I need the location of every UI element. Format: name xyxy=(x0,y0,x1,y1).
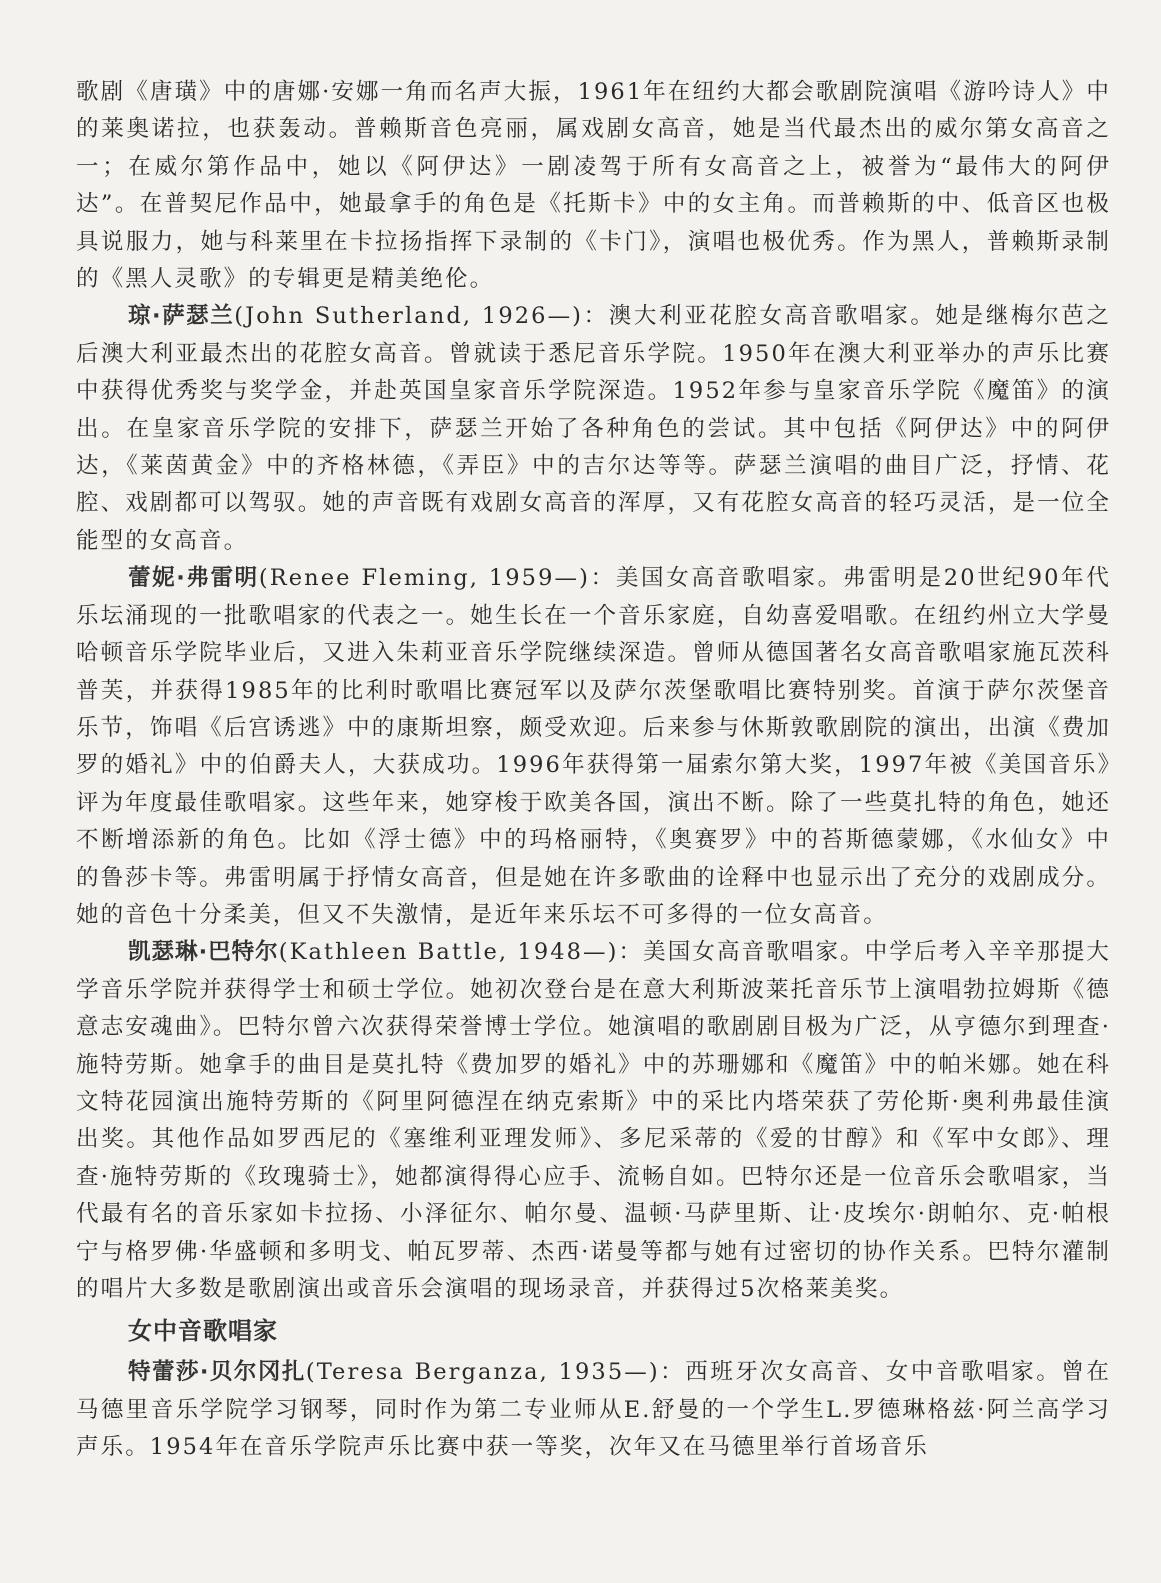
paragraph-text: (John Sutherland, 1926—)：澳大利亚花腔女高音歌唱家。她是继梅尔芭之后澳大利亚最杰出的花腔女高音。曾就读于悉尼音乐学院。1950年在澳大利亚举办的声乐比赛中获得优秀奖与奖学金，并赴英国皇家音乐学院深造。1952年参与皇家音乐学院《魔笛》的演出。在皇家音乐学院的安排下，萨瑟兰开始了各种角色的尝试。其中包括《阿伊达》中的阿伊达，《莱茵黄金》中的齐格林德，《弄臣》中的吉尔达等等。萨瑟兰演唱的曲目广泛，抒情、花腔、戏剧都可以驾驭。她的声音既有戏剧女高音的浑厚，又有花腔女高音的轻巧灵活，是一位全能型的女高音。 xyxy=(76,303,1111,554)
paragraph-sutherland xyxy=(76,298,1111,560)
paragraph-text: 歌剧《唐璜》中的唐娜·安娜一角而名声大振，1961年在纽约大都会歌剧院演唱《游吟诗人》中的莱奥诺拉，也获轰动。普赖斯音色亮丽，属戏剧女高音，她是当代最杰出的威尔第女高音之一；在威尔第作品中，她以《阿伊达》一剧凌驾于所有女高音之上，被誉为“最伟大的阿伊达”。在普契尼作品中，她最拿手的角色是《托斯卡》中的女主角。而普赖斯的中、低音区也极具说服力，她与科莱里在卡拉扬指挥下录制的《卡门》，演唱也极优秀。作为黑人，普赖斯录制的《黑人灵歌》的专辑更是精美绝伦。 xyxy=(76,79,1111,293)
paragraph-text: (Kathleen Battle, 1948—)：美国女高音歌唱家。中学后考入辛辛那提大学音乐学院并获得学士和硕士学位。她初次登台是在意大利斯波莱托音乐节上演唱勃拉姆斯《德意志安魂曲》。巴特尔曾六次获得荣誉博士学位。她演唱的歌剧剧目极为广泛，从亨德尔到理查·施特劳斯。她拿手的曲目是莫扎特《费加罗的婚礼》中的苏珊娜和《魔笛》中的帕米娜。她在科文特花园演出施特劳斯的《阿里阿德涅在纳克索斯》中的采比内塔荣获了劳伦斯·奥利弗最佳演出奖。其他作品如罗西尼的《塞维利亚理发师》、多尼采蒂的《爱的甘醇》和《军中女郎》、理查·施特劳斯的《玫瑰骑士》，她都演得得心应手、流畅自如。巴特尔还是一位音乐会歌唱家，当代最有名的音乐家如卡拉扬、小泽征尔、帕尔曼、温顿·马萨里斯、让·皮埃尔·朗帕尔、克·帕根宁与格罗佛·华盛顿和多明戈、帕瓦罗蒂、杰西·诺曼等都与她有过密切的协作关系。巴特尔灌制的唱片大多数是歌剧演出或音乐会演唱的现场录音，并获得过5次格莱美奖。 xyxy=(76,939,1111,1302)
singer-name: 琼·萨瑟兰 xyxy=(128,303,235,330)
singer-name: 凯瑟琳·巴特尔 xyxy=(128,939,279,966)
paragraph-fleming xyxy=(76,560,1111,934)
paragraph-text: (Renee Fleming, 1959—)：美国女高音歌唱家。弗雷明是20世纪90年代乐坛涌现的一批歌唱家的代表之一。她生长在一个音乐家庭，自幼喜爱唱歌。在纽约州立大学曼哈顿音乐学院毕业后，又进入朱莉亚音乐学院继续深造。曾师从德国著名女高音歌唱家施瓦茨科普芙，并获得1985年的比利时歌唱比赛冠军以及萨尔茨堡歌唱比赛特别奖。首演于萨尔茨堡音乐节，饰唱《后宫诱逃》中的康斯坦察，颇受欢迎。后来参与休斯敦歌剧院的演出，出演《费加罗的婚礼》中的伯爵夫人，大获成功。1996年获得第一届索尔第大奖，1997年被《美国音乐》评为年度最佳歌唱家。这些年来，她穿梭于欧美各国，演出不断。除了一些莫扎特的角色，她还不断增添新的角色。比如《浮士德》中的玛格丽特，《奥赛罗》中的苔斯德蒙娜，《水仙女》中的鲁莎卡等。弗雷明属于抒情女高音，但是她在许多歌曲的诠释中也显示出了充分的戏剧成分。她的音色十分柔美，但又不失激情，是近年来乐坛不可多得的一位女高音。 xyxy=(76,565,1111,928)
section-heading: 女中音歌唱家 xyxy=(128,1317,278,1346)
paragraph-text: (Teresa Berganza, 1935—)：西班牙次女高音、女中音歌唱家。曾在马德里音乐学院学习钢琴，同时作为第二专业师从E.舒曼的一个学生L.罗德琳格兹·阿兰高学习声乐。1954年在音乐学院声乐比赛中获一等奖，次年又在马德里举行首场音乐 xyxy=(76,1359,1111,1461)
paragraph-price-continued xyxy=(76,74,1111,298)
singer-name: 特蕾莎·贝尔冈扎 xyxy=(128,1359,306,1386)
paragraph-berganza xyxy=(76,1354,1111,1466)
paragraph-battle xyxy=(76,934,1111,1308)
singer-name: 蕾妮·弗雷明 xyxy=(128,565,259,592)
